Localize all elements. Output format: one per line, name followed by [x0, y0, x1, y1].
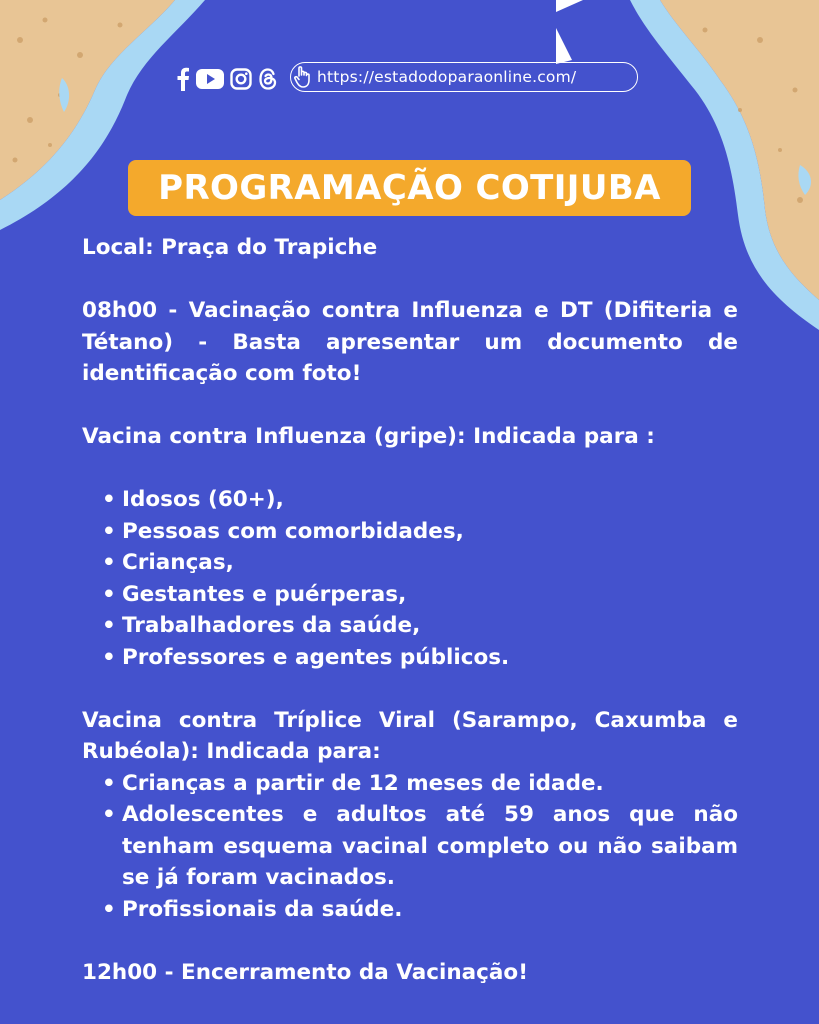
facebook-icon[interactable]	[176, 67, 190, 91]
threads-icon[interactable]	[258, 68, 278, 90]
list-item: • Trabalhadores da saúde,	[122, 610, 738, 642]
list-item: • Adolescentes e adultos até 59 anos que não tenham esquema vacinal completo ou não saibam se já foram vacinados.	[122, 799, 738, 894]
list-item: • Crianças,	[122, 547, 738, 579]
list-item: • Professores e agentes públicos.	[122, 642, 738, 674]
local-text: Local: Praça do Trapiche	[82, 235, 378, 260]
schedule-end-text: 12h00 - Encerramento da Vacinação!	[82, 959, 529, 985]
influenza-list	[82, 484, 738, 673]
website-url[interactable]	[290, 62, 638, 92]
schedule-content	[82, 232, 738, 988]
instagram-icon[interactable]	[230, 68, 252, 90]
triplice-list	[82, 768, 738, 926]
list-item: • Crianças a partir de 12 meses de idade.	[122, 768, 738, 800]
schedule-start-text: 08h00 - Vacinação contra Influenza e DT (Difiteria e Tétano) - Basta apresentar um documento de identificação com foto!	[82, 298, 738, 386]
list-item: • Gestantes e puérperas,	[122, 579, 738, 611]
website-url-text: https://estadodoparaonline.com/	[317, 68, 577, 86]
triplice-heading: Vacina contra Tríplice Viral (Sarampo, Caxumba e Rubéola): Indicada para:	[82, 707, 738, 764]
list-item: • Pessoas com comorbidades,	[122, 516, 738, 548]
youtube-icon[interactable]	[196, 69, 224, 89]
list-item: • Idosos (60+),	[122, 484, 738, 516]
list-item: • Profissionais da saúde.	[122, 894, 738, 926]
page-title: PROGRAMAÇÃO COTIJUBA	[158, 168, 661, 208]
influenza-heading: Vacina contra Influenza (gripe): Indicada para :	[82, 424, 655, 449]
title-banner	[128, 160, 691, 216]
social-icons	[176, 64, 278, 94]
